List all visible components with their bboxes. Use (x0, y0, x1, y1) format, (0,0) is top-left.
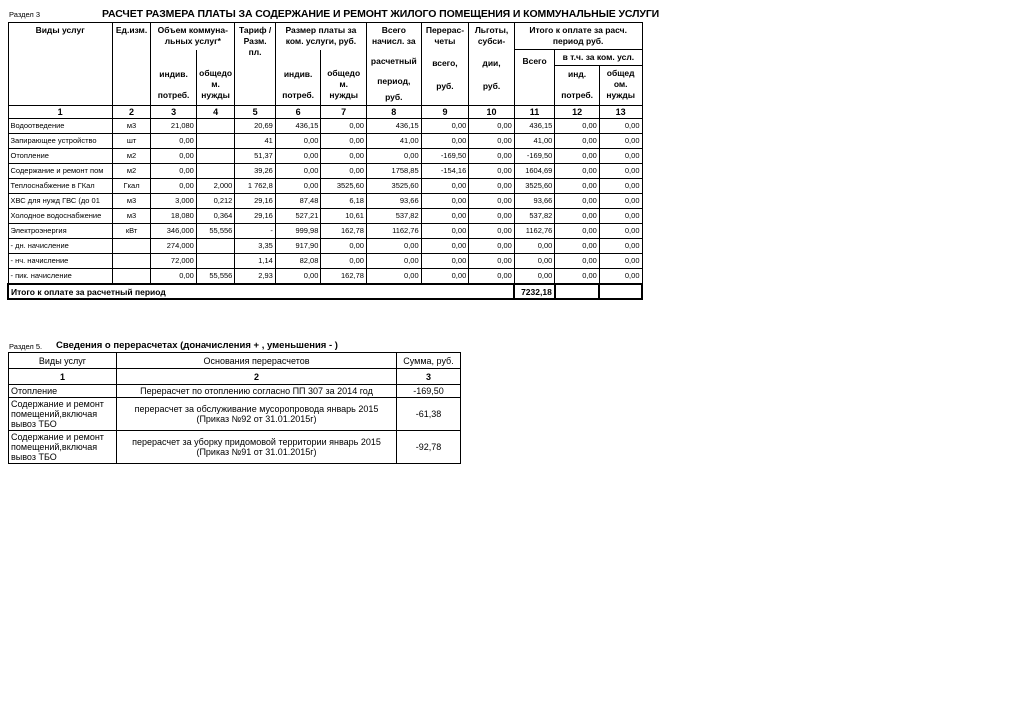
header-to-pay-common-line1: общед ом. (606, 68, 635, 89)
value-cell: 0,00 (555, 254, 600, 269)
section5-header (9, 340, 469, 352)
value-cell: 39,26 (235, 164, 276, 179)
recalc-header-sum: Сумма, руб. (397, 353, 461, 369)
charges-table-body (8, 119, 642, 285)
value-cell: 0,00 (555, 164, 600, 179)
header-total-charged-line1: Всего начисл. за (372, 25, 416, 46)
value-cell: 10,61 (321, 209, 367, 224)
value-cell: 20,69 (235, 119, 276, 134)
recalc-basis-cell: Перерасчет по отоплению согласно ПП 307 за 2014 год (117, 385, 397, 398)
value-cell: 274,000 (151, 239, 197, 254)
value-cell: 0,00 (151, 269, 197, 285)
column-number: 12 (555, 106, 600, 119)
header-payment-indiv (275, 50, 321, 106)
header-benefits-line2: дии, (482, 58, 501, 68)
value-cell: 0,00 (469, 149, 515, 164)
header-payment-common-line1: общедо м. (327, 68, 361, 89)
value-cell: -169,50 (514, 149, 555, 164)
grand-total-row (8, 284, 642, 299)
value-cell: 0,00 (151, 134, 197, 149)
value-cell: 0,00 (599, 209, 642, 224)
value-cell: 2,93 (235, 269, 276, 285)
value-cell: 3525,60 (514, 179, 555, 194)
value-cell: 0,00 (514, 239, 555, 254)
value-cell: 0,00 (599, 269, 642, 285)
value-cell: 0,00 (151, 164, 197, 179)
header-recalc-line3: руб. (436, 81, 454, 91)
value-cell: 0,00 (555, 149, 600, 164)
charge-row (8, 194, 642, 209)
service-name-cell: Запирающее устройство (8, 134, 112, 149)
value-cell: 0,00 (469, 134, 515, 149)
recalc-sum-cell: -169,50 (397, 385, 461, 398)
grand-total-value: 7232,18 (514, 284, 555, 299)
value-cell: 1,14 (235, 254, 276, 269)
unit-cell: м3 (112, 119, 150, 134)
value-cell: 0,00 (469, 164, 515, 179)
column-number: 6 (275, 106, 321, 119)
header-to-pay-total: Всего (514, 50, 555, 106)
recalc-service-cell: Содержание и ремонт помещений,включая вывоз ТБО (9, 431, 117, 464)
unit-cell: м2 (112, 149, 150, 164)
value-cell: 999,98 (275, 224, 321, 239)
value-cell: 0,00 (469, 239, 515, 254)
service-name-cell: Водоотведение (8, 119, 112, 134)
column-number: 1 (8, 106, 112, 119)
column-number: 7 (321, 106, 367, 119)
value-cell: 93,66 (514, 194, 555, 209)
value-cell: 0,00 (469, 179, 515, 194)
section3-header (9, 8, 660, 22)
value-cell: 29,16 (235, 209, 276, 224)
recalc-basis-cell: перерасчет за обслуживание мусоропровода январь 2015 (Приказ №92 от 31.01.2015г) (117, 398, 397, 431)
header-payment: Размер платы за ком. услуги, руб. (275, 23, 366, 50)
header-volume-indiv (151, 50, 197, 106)
section3-title: РАСЧЕТ РАЗМЕРА ПЛАТЫ ЗА СОДЕРЖАНИЕ И РЕМОНТ ЖИЛОГО ПОМЕЩЕНИЯ И КОММУНАЛЬНЫЕ УСЛУГИ (102, 8, 660, 20)
value-cell (196, 149, 234, 164)
value-cell: 0,00 (555, 239, 600, 254)
value-cell: 3525,60 (321, 179, 367, 194)
value-cell: 162,78 (321, 269, 367, 285)
column-number: 13 (599, 106, 642, 119)
service-name-cell: - дн. начисление (8, 239, 112, 254)
column-number: 3 (151, 106, 197, 119)
value-cell: 0,00 (421, 179, 469, 194)
value-cell (196, 134, 234, 149)
column-number: 8 (366, 106, 421, 119)
value-cell: 0,00 (555, 194, 600, 209)
value-cell: 41,00 (366, 134, 421, 149)
unit-cell (112, 239, 150, 254)
service-name-cell: ХВС для нужд ГВС (до 01 (8, 194, 112, 209)
value-cell: 0,00 (469, 194, 515, 209)
charge-row (8, 179, 642, 194)
value-cell: 0,00 (599, 239, 642, 254)
value-cell (196, 164, 234, 179)
header-to-pay-ind (555, 66, 600, 106)
value-cell: 0,00 (555, 134, 600, 149)
value-cell: 55,556 (196, 224, 234, 239)
service-name-cell: - пик. начисление (8, 269, 112, 285)
grand-total-label: Итого к оплате за расчетный период (8, 284, 514, 299)
value-cell: 0,00 (555, 269, 600, 285)
section5-title: Сведения о перерасчетах (доначисления + , уменьшения - ) (56, 340, 338, 351)
value-cell: 0,00 (421, 134, 469, 149)
value-cell: 0,00 (321, 239, 367, 254)
value-cell: 436,15 (275, 119, 321, 134)
value-cell: 41 (235, 134, 276, 149)
unit-cell (112, 254, 150, 269)
header-volume-common (196, 50, 234, 106)
column-number: 10 (469, 106, 515, 119)
value-cell: 0,00 (599, 254, 642, 269)
unit-cell: м3 (112, 209, 150, 224)
value-cell: 0,00 (599, 119, 642, 134)
value-cell: 1758,85 (366, 164, 421, 179)
value-cell: 0,00 (151, 149, 197, 164)
header-to-pay-incl: в т.ч. за ком. усл. (555, 50, 642, 66)
value-cell: 0,00 (555, 119, 600, 134)
value-cell: 162,78 (321, 224, 367, 239)
header-volume-indiv-line2: потреб. (157, 90, 190, 100)
header-payment-common (321, 50, 367, 106)
charge-row (8, 254, 642, 269)
charge-row (8, 119, 642, 134)
header-benefits-line1: Льготы, субси- (474, 25, 509, 46)
value-cell: 0,00 (421, 209, 469, 224)
value-cell: 0,00 (366, 269, 421, 285)
unit-cell: Гкал (112, 179, 150, 194)
value-cell: 1162,76 (514, 224, 555, 239)
value-cell: 0,00 (275, 269, 321, 285)
header-recalc-line1: Перерас-четы (425, 25, 465, 46)
column-numbers-row (8, 106, 642, 119)
recalc-service-cell: Содержание и ремонт помещений,включая вывоз ТБО (9, 398, 117, 431)
header-to-pay: Итого к оплате за расч. период руб. (514, 23, 642, 50)
header-service: Виды услуг (8, 23, 112, 106)
header-benefits (469, 23, 515, 106)
value-cell: 0,00 (514, 254, 555, 269)
value-cell: 0,00 (599, 149, 642, 164)
recalc-row (9, 431, 461, 464)
header-benefits-line3: руб. (482, 81, 501, 91)
header-recalc (421, 23, 469, 106)
header-recalc-line2: всего, (432, 58, 458, 68)
column-number: 9 (421, 106, 469, 119)
value-cell: 0,00 (469, 269, 515, 285)
recalc-sum-cell: -61,38 (397, 398, 461, 431)
value-cell: 527,21 (275, 209, 321, 224)
value-cell: 0,364 (196, 209, 234, 224)
value-cell: 3525,60 (366, 179, 421, 194)
recalc-header-row (9, 353, 461, 369)
value-cell: 436,15 (366, 119, 421, 134)
recalc-col-number: 3 (397, 369, 461, 385)
value-cell (196, 239, 234, 254)
value-cell (196, 119, 234, 134)
section5-label: Раздел 5. (9, 342, 43, 351)
header-volume: Объем коммуна-льных услуг* (151, 23, 235, 50)
header-volume-common-line1: общедо м. (199, 68, 233, 89)
header-tariff: Тариф / Разм. пл. (235, 23, 276, 106)
value-cell: 0,00 (321, 134, 367, 149)
value-cell: 0,00 (321, 164, 367, 179)
section3-label: Раздел 3 (9, 10, 41, 19)
unit-cell: м3 (112, 194, 150, 209)
value-cell: 0,00 (275, 134, 321, 149)
header-total-charged-line4: руб. (385, 92, 403, 102)
header-to-pay-common (599, 66, 642, 106)
service-name-cell: Отопление (8, 149, 112, 164)
service-name-cell: Электроэнергия (8, 224, 112, 239)
value-cell: 0,00 (151, 179, 197, 194)
value-cell: 0,00 (599, 194, 642, 209)
value-cell: - (235, 224, 276, 239)
value-cell: 2,000 (196, 179, 234, 194)
value-cell: 18,080 (151, 209, 197, 224)
header-volume-indiv-line1: индив. (159, 69, 188, 79)
grand-total-empty-cell (599, 284, 642, 299)
value-cell: 917,90 (275, 239, 321, 254)
value-cell: 82,08 (275, 254, 321, 269)
charge-row (8, 224, 642, 239)
value-cell: 0,00 (555, 179, 600, 194)
value-cell: 0,00 (599, 179, 642, 194)
charges-table (7, 22, 643, 300)
header-payment-common-line2: нужды (329, 90, 359, 100)
unit-cell (112, 269, 150, 285)
grand-total-empty-cell (555, 284, 600, 299)
value-cell: 0,00 (321, 254, 367, 269)
value-cell (196, 254, 234, 269)
value-cell: 0,00 (421, 239, 469, 254)
column-number: 11 (514, 106, 555, 119)
unit-cell: м2 (112, 164, 150, 179)
value-cell: 41,00 (514, 134, 555, 149)
recalc-basis-cell: перерасчет за уборку придомовой территории январь 2015 (Приказ №91 от 31.01.2015г) (117, 431, 397, 464)
header-unit: Ед.изм. (112, 23, 150, 106)
recalc-sum-cell: -92,78 (397, 431, 461, 464)
value-cell: 55,556 (196, 269, 234, 285)
value-cell: 0,00 (555, 209, 600, 224)
recalculations-table (8, 352, 461, 464)
unit-cell: шт (112, 134, 150, 149)
header-to-pay-ind-line1: инд. (568, 69, 587, 79)
header-payment-indiv-line1: индив. (283, 69, 313, 79)
value-cell: 346,000 (151, 224, 197, 239)
value-cell: 0,00 (366, 239, 421, 254)
recalc-header-service: Виды услуг (9, 353, 117, 369)
value-cell: 0,00 (321, 119, 367, 134)
value-cell: 1 762,8 (235, 179, 276, 194)
value-cell: 0,00 (275, 149, 321, 164)
unit-cell: кВт (112, 224, 150, 239)
header-to-pay-common-line2: нужды (606, 90, 635, 100)
value-cell: 0,212 (196, 194, 234, 209)
value-cell: 0,00 (421, 269, 469, 285)
service-name-cell: - нч. начисление (8, 254, 112, 269)
value-cell: 0,00 (275, 179, 321, 194)
recalc-row (9, 385, 461, 398)
recalc-col-number: 1 (9, 369, 117, 385)
value-cell: 87,48 (275, 194, 321, 209)
value-cell: 436,15 (514, 119, 555, 134)
value-cell: 0,00 (275, 164, 321, 179)
charge-row (8, 149, 642, 164)
value-cell: 0,00 (469, 254, 515, 269)
header-to-pay-ind-line2: потреб. (561, 90, 593, 100)
service-name-cell: Холодное водоснабжение (8, 209, 112, 224)
value-cell: 537,82 (514, 209, 555, 224)
charge-row (8, 134, 642, 149)
column-number: 2 (112, 106, 150, 119)
recalc-col-number: 2 (117, 369, 397, 385)
column-number: 4 (196, 106, 234, 119)
value-cell: 0,00 (421, 119, 469, 134)
value-cell: -154,16 (421, 164, 469, 179)
recalc-header-basis: Основания перерасчетов (117, 353, 397, 369)
value-cell: 0,00 (321, 149, 367, 164)
service-name-cell: Содержание и ремонт пом (8, 164, 112, 179)
value-cell: 0,00 (421, 254, 469, 269)
value-cell: 6,18 (321, 194, 367, 209)
charge-row (8, 269, 642, 285)
service-name-cell: Теплоснабжение в ГКал (8, 179, 112, 194)
value-cell: -169,50 (421, 149, 469, 164)
value-cell: 93,66 (366, 194, 421, 209)
value-cell: 51,37 (235, 149, 276, 164)
value-cell: 0,00 (366, 254, 421, 269)
charge-row (8, 209, 642, 224)
value-cell: 3,000 (151, 194, 197, 209)
header-volume-common-line2: нужды (201, 90, 230, 100)
charge-row (8, 164, 642, 179)
value-cell: 0,00 (421, 224, 469, 239)
value-cell: 537,82 (366, 209, 421, 224)
column-number: 5 (235, 106, 276, 119)
value-cell: 0,00 (469, 119, 515, 134)
value-cell: 0,00 (599, 164, 642, 179)
value-cell: 0,00 (421, 194, 469, 209)
header-total-charged-line3: период, (377, 76, 411, 86)
value-cell: 1604,69 (514, 164, 555, 179)
recalc-number-row (9, 369, 461, 385)
header-payment-indiv-line2: потреб. (282, 90, 314, 100)
value-cell: 0,00 (469, 224, 515, 239)
value-cell: 0,00 (599, 224, 642, 239)
recalc-service-cell: Отопление (9, 385, 117, 398)
value-cell: 0,00 (599, 134, 642, 149)
header-total-charged (366, 23, 421, 106)
recalc-row (9, 398, 461, 431)
charge-row (8, 239, 642, 254)
value-cell: 21,080 (151, 119, 197, 134)
value-cell: 0,00 (514, 269, 555, 285)
value-cell: 0,00 (555, 224, 600, 239)
value-cell: 0,00 (366, 149, 421, 164)
value-cell: 0,00 (469, 209, 515, 224)
value-cell: 72,000 (151, 254, 197, 269)
value-cell: 3,35 (235, 239, 276, 254)
value-cell: 29,16 (235, 194, 276, 209)
value-cell: 1162,76 (366, 224, 421, 239)
header-total-charged-line2: расчетный (370, 56, 417, 66)
